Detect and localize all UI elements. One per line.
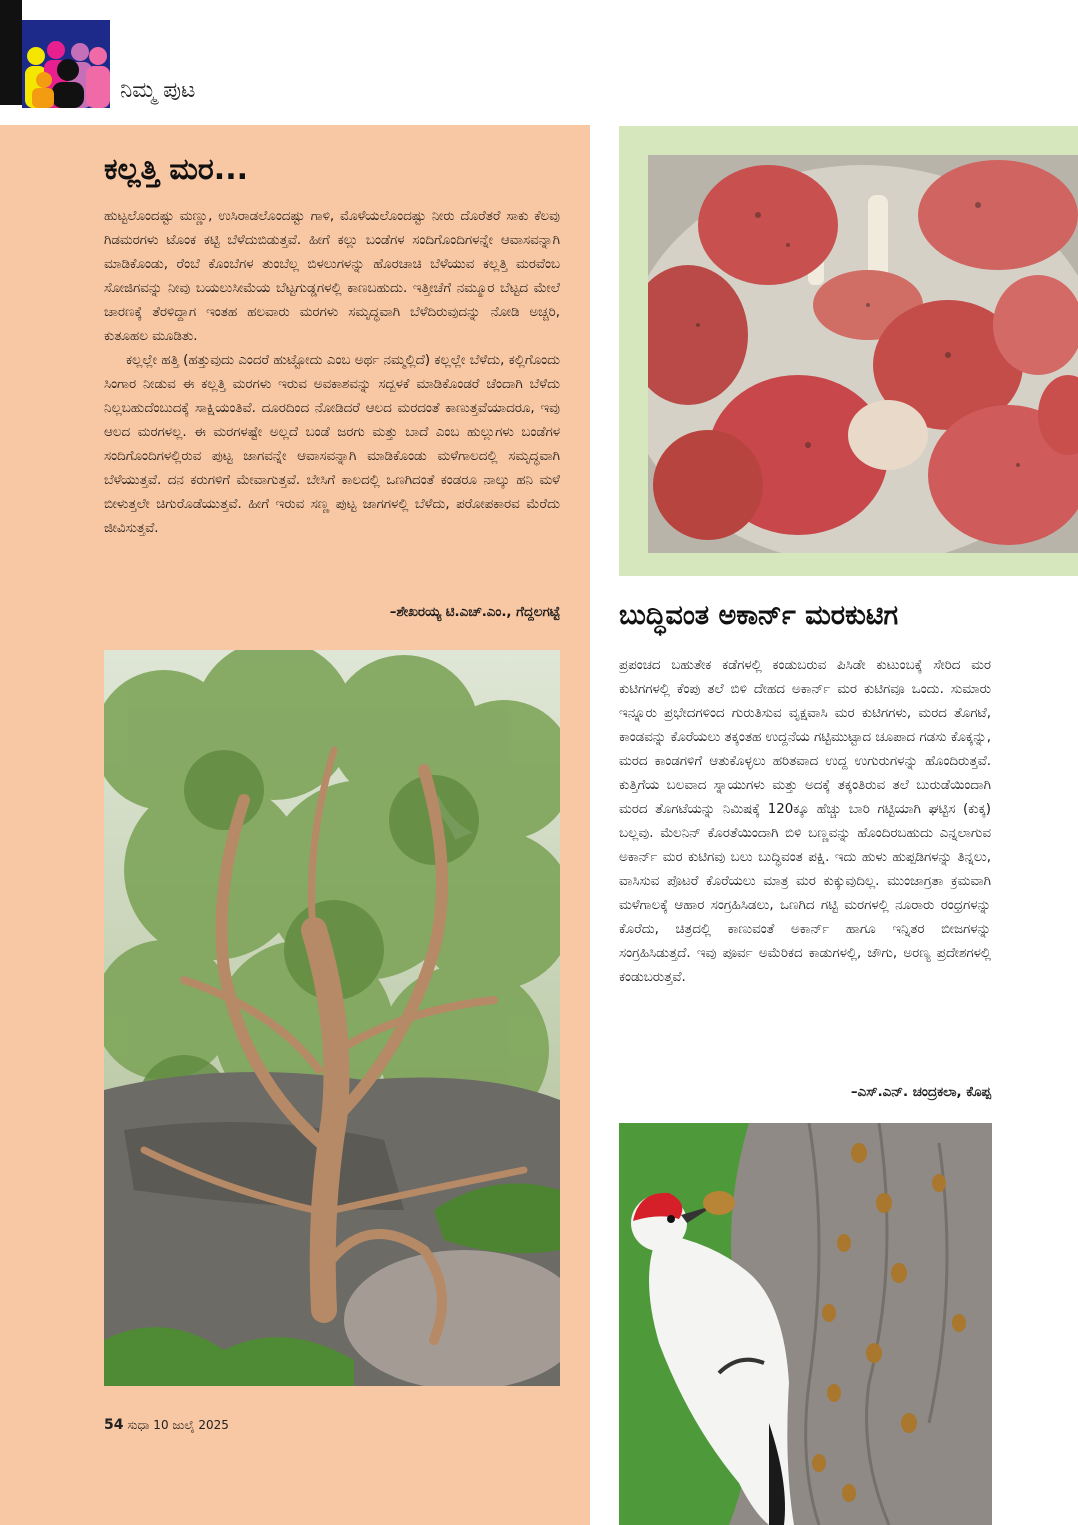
header-black-bar [0, 0, 22, 105]
article1-paragraph: ಹುಟ್ಟಲೊಂದಷ್ಟು ಮಣ್ಣು, ಉಸಿರಾಡಲೊಂದಷ್ಟು ಗಾಳಿ, ಮೊಳೆಯಲೊಂದಷ್ಟು ನೀರು ದೊರೆತರೆ ಸಾಕು ಕೆಲವು ಗಿಡಮರಗಳು ಟೊಂಕ ಕಟ್ಟಿ ಬೆಳೆದುಬಿಡುತ್ತವೆ. ಹೀಗೆ ಕಲ್ಲು ಬಂಡೆಗಳ ಸಂದಿಗೊಂದಿಗಳನ್ನೇ ಆವಾಸವನ್ನಾಗಿ ಮಾಡಿಕೊಂಡು, ರೆಂಬೆ ಕೊಂಬೆಗಳ ತುಂಬೆಲ್ಲ ಬಿಳಲುಗಳನ್ನು ಹೊರಚಾಚಿ ಬೆಳೆಯುವ ಕಲ್ಲತ್ತಿ ಮರವೆಂಬ ಸೋಜಿಗವನ್ನು ನೀವು ಬಯಲುಸೀಮೆಯ ಬೆಟ್ಟಗುಡ್ಡಗಳಲ್ಲಿ ಕಾಣಬಹುದು. ಇತ್ತೀಚೆಗೆ ನಮ್ಮೂರ ಬೆಟ್ಟದ ಮೇಲೆ ಚಾರಣಕ್ಕೆ ತೆರಳಿದ್ದಾಗ ಇಂತಹ ಹಲವಾರು ಮರಗಳು ಸಮೃದ್ಧವಾಗಿ ಬೆಳೆದಿರುವುದನ್ನು ನೋಡಿ ಅಚ್ಚರಿ, ಕುತೂಹಲ ಮೂಡಿತು. [104, 209, 560, 344]
article2-title: ಬುದ್ಧಿವಂತ ಅಕಾರ್ನ್ ಮರಕುಟಿಗ [619, 600, 899, 631]
acorn-woodpecker-photo [619, 1123, 992, 1525]
mushrooms-photo [648, 155, 1078, 553]
page-number: 54 [104, 1417, 124, 1433]
issue-label: ಸುಧಾ 10 ಜುಲೈ 2025 [127, 1418, 229, 1432]
page-footer [104, 1417, 229, 1433]
section-title: ನಿಮ್ಮ ಪುಟ [120, 78, 196, 103]
section-logo [22, 20, 110, 108]
article1-credit: –ಶೇಖರಯ್ಯ ಟಿ.ಎಚ್.ಎಂ., ಗೆದ್ದಲಗಟ್ಟೆ [389, 605, 560, 620]
article1-paragraph: ಕಲ್ಲಲ್ಲೇ ಹತ್ತಿ (ಹತ್ತುವುದು ಎಂದರೆ ಹುಟ್ಟೋದು ಎಂಬ ಅರ್ಥ ನಮ್ಮಲ್ಲಿದೆ) ಕಲ್ಲಲ್ಲೇ ಬೆಳೆದು, ಕಲ್ಲಿಗೊಂದು ಸಿಂಗಾರ ನೀಡುವ ಈ ಕಲ್ಲತ್ತಿ ಮರಗಳು ಇರುವ ಅವಕಾಶವನ್ನು ಸದ್ಬಳಕೆ ಮಾಡಿಕೊಂಡರೆ ಚೆಂದಾಗಿ ಬೆಳೆದು ನಿಲ್ಲಬಹುದೆಂಬುದಕ್ಕೆ ಸಾಕ್ಷಿಯಂತಿವೆ. ದೂರದಿಂದ ನೋಡಿದರೆ ಆಲದ ಮರದಂತೆ ಕಾಣುತ್ತವೆಯಾದರೂ, ಇವು ಆಲದ ಮರಗಳಲ್ಲ. ಈ ಮರಗಳಷ್ಟೇ ಅಲ್ಲದೆ ಬಂಡೆ ಜರಗು ಮತ್ತು ಬಾದೆ ಎಂಬ ಹುಲ್ಲುಗಳು ಬಂಡೆಗಳ ಸಂದಿಗೊಂದಿಗಳಲ್ಲಿರುವ ಪುಟ್ಟ ಜಾಗವನ್ನೇ ಆವಾಸವನ್ನಾಗಿ ಮಾಡಿಕೊಂಡು ಮಳೆಗಾಲದಲ್ಲಿ ಸಮೃದ್ಧವಾಗಿ ಬೆಳೆಯುತ್ತವೆ. ದನ ಕರುಗಳಿಗೆ ಮೇವಾಗುತ್ತವೆ. ಬೇಸಿಗೆ ಕಾಲದಲ್ಲಿ ಒಣಗಿದಂತೆ ಕಂಡರೂ ನಾಲ್ಕು ಹನಿ ಮಳೆ ಬೀಳುತ್ತಲೇ ಚಿಗುರೊಡೆಯುತ್ತವೆ. ಹೀಗೆ ಇರುವ ಸಣ್ಣ ಪುಟ್ಟ ಜಾಗಗಳಲ್ಲಿ ಬೆಳೆದು, ಪರೋಪಕಾರವ ಮೆರೆದು ಜೀವಿಸುತ್ತವೆ. [104, 353, 560, 536]
people-silhouette-icon [22, 20, 110, 108]
tree-on-rock-photo [104, 650, 560, 1386]
article1-title: ಕಲ್ಲತ್ತಿ ಮರ... [104, 152, 248, 187]
article1-body [104, 205, 560, 541]
article2-paragraph: ಪ್ರಪಂಚದ ಬಹುತೇಕ ಕಡೆಗಳಲ್ಲಿ ಕಂಡುಬರುವ ಪಿಸಿಡೇ ಕುಟುಂಬಕ್ಕೆ ಸೇರಿದ ಮರ ಕುಟಿಗಗಳಲ್ಲಿ ಕೆಂಪು ತಲೆ ಬಿಳಿ ದೇಹದ ಅಕಾರ್ನ್ ಮರ ಕುಟಿಗವೂ ಒಂದು. ಸುಮಾರು ಇನ್ನೂರು ಪ್ರಭೇದಗಳಿಂದ ಗುರುತಿಸುವ ವೃಕ್ಷವಾಸಿ ಮರ ಕುಟಿಗಗಳು, ಮರದ ತೊಗಟೆ, ಕಾಂಡವನ್ನು ಕೊರೆಯಲು ತಕ್ಕಂತಹ ಉದ್ದನೆಯ ಗಟ್ಟಿಮುಟ್ಟಾದ ಚೂಪಾದ ಗಡಸು ಕೊಕ್ಕನ್ನು, ಮರದ ಕಾಂಡಗಳಿಗೆ ಆತುಕೊಳ್ಳಲು ಹರಿತವಾದ ಉದ್ದ ಉಗುರುಗಳನ್ನು ಹೊಂದಿರುತ್ತವೆ. ಕುತ್ತಿಗೆಯ ಬಲವಾದ ಸ್ನಾಯುಗಳು ಮತ್ತು ಅದಕ್ಕೆ ತಕ್ಕಂತಿರುವ ತಲೆ ಬುರುಡೆಯಿಂದಾಗಿ ಮರದ ತೊಗಟೆಯನ್ನು ನಿಮಿಷಕ್ಕೆ 120ಕ್ಕೂ ಹೆಚ್ಚು ಬಾರಿ ಗಟ್ಟಿಯಾಗಿ ಘಟ್ಟಿಸ (ಕುಕ್ಕ) ಬಲ್ಲವು. ಮೆಲನಿನ್ ಕೊರತೆಯಿಂದಾಗಿ ಬಿಳಿ ಬಣ್ಣವನ್ನು ಹೊಂದಿರಬಹುದು ಎನ್ನಲಾಗುವ ಅಕಾರ್ನ್ ಮರ ಕುಟಿಗವು ಬಲು ಬುದ್ಧಿವಂತ ಪಕ್ಷಿ. ಇದು ಹುಳು ಹುಪ್ಪಡಿಗಳನ್ನು ತಿನ್ನಲು, ವಾಸಿಸುವ ಪೊಟರೆ ಕೊರೆಯಲು ಮಾತ್ರ ಮರ ಕುಕ್ಕುವುದಿಲ್ಲ. ಮುಂಜಾಗ್ರತಾ ಕ್ರಮವಾಗಿ ಮಳೆಗಾಲಕ್ಕೆ ಆಹಾರ ಸಂಗ್ರಹಿಸಿಡಲು, ಒಣಗಿದ ಗಟ್ಟಿ ಮರಗಳಲ್ಲಿ ನೂರಾರು ರಂಧ್ರಗಳನ್ನು ಕೊರೆದು, ಚಿತ್ರದಲ್ಲಿ ಕಾಣುವಂತೆ ಅಕಾರ್ನ್ ಹಾಗೂ ಇನ್ನಿತರ ಬೀಜಗಳನ್ನು ಸಂಗ್ರಹಿಸಿಡುತ್ತದೆ. ಇವು ಪೂರ್ವ ಅಮೆರಿಕದ ಕಾಡುಗಳಲ್ಲಿ, ಜೌಗು, ಅರಣ್ಯ ಪ್ರದೇಶಗಳಲ್ಲಿ ಕಂಡುಬರುತ್ತವೆ. [619, 658, 991, 985]
article2-body [619, 654, 991, 990]
article2-credit: –ಎಸ್.ಎನ್. ಚಂದ್ರಕಲಾ, ಕೊಪ್ಪ [850, 1085, 991, 1100]
